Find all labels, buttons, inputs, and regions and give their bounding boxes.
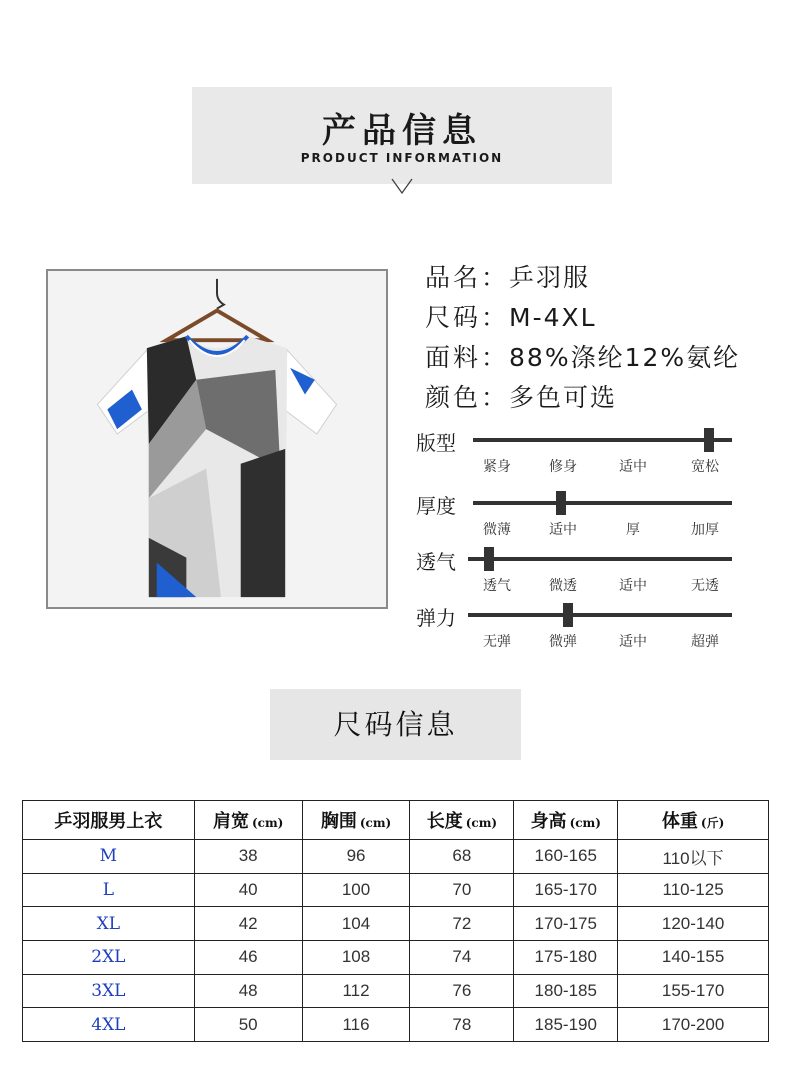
table-cell: 185-190 xyxy=(514,1008,618,1042)
slider-label-elasticity: 弹力 xyxy=(416,606,456,630)
table-cell: 112 xyxy=(302,974,410,1008)
chevron-down-icon xyxy=(391,178,413,194)
table-row xyxy=(23,873,769,907)
slider-tick-label: 适中 xyxy=(549,522,577,538)
table-cell: 46 xyxy=(194,941,302,975)
slider-tick-label: 微弹 xyxy=(549,634,577,650)
table-row xyxy=(23,974,769,1008)
size-label-cell: 3XL xyxy=(23,974,195,1008)
column-header xyxy=(302,801,410,840)
table-cell: 165-170 xyxy=(514,873,618,907)
slider-track-elasticity xyxy=(468,613,732,617)
size-label-cell: L xyxy=(23,873,195,907)
table-cell: 155-170 xyxy=(618,974,769,1008)
page-title: 产品信息 xyxy=(322,111,482,151)
slider-label-breathability: 透气 xyxy=(416,550,456,574)
slider-knob-thickness xyxy=(556,491,566,515)
slider-tick-label: 无弹 xyxy=(483,634,511,650)
size-label-cell: XL xyxy=(23,907,195,941)
product-size-key: 尺码： xyxy=(425,303,510,332)
slider-tick-label: 适中 xyxy=(619,634,647,650)
slider-tick-label: 微薄 xyxy=(483,522,511,538)
table-row xyxy=(23,840,769,874)
slider-knob-fit xyxy=(704,428,714,452)
slider-tick-label: 超弹 xyxy=(691,634,719,650)
product-fabric-line xyxy=(425,338,740,374)
slider-tick-label: 适中 xyxy=(619,578,647,594)
table-cell: 100 xyxy=(302,873,410,907)
table-cell: 74 xyxy=(410,941,514,975)
column-header-label: 肩宽 xyxy=(212,811,249,832)
column-header xyxy=(618,801,769,840)
table-cell: 140-155 xyxy=(618,941,769,975)
table-cell: 110以下 xyxy=(618,840,769,874)
slider-knob-breathability xyxy=(484,547,494,571)
slider-tick-label: 厚 xyxy=(626,522,640,538)
column-header-unit: (cm) xyxy=(251,816,284,830)
slider-tick-label: 宽松 xyxy=(691,459,719,475)
table-cell: 76 xyxy=(410,974,514,1008)
table-header-row xyxy=(23,801,769,840)
product-fabric-value: 88%涤纶12%氨纶 xyxy=(509,343,741,372)
table-cell: 70 xyxy=(410,873,514,907)
column-header xyxy=(410,801,514,840)
size-label-cell: 4XL xyxy=(23,1008,195,1042)
table-cell: 108 xyxy=(302,941,410,975)
table-row xyxy=(23,907,769,941)
table-cell: 78 xyxy=(410,1008,514,1042)
table-cell: 175-180 xyxy=(514,941,618,975)
slider-tick-label: 透气 xyxy=(483,578,511,594)
column-header-unit: (cm) xyxy=(569,816,601,830)
table-cell: 50 xyxy=(194,1008,302,1042)
product-size-line xyxy=(425,298,597,334)
product-name-line xyxy=(425,258,590,294)
table-cell: 96 xyxy=(302,840,410,874)
slider-tick-label: 适中 xyxy=(619,459,647,475)
size-label-cell: M xyxy=(23,840,195,874)
slider-track-breathability xyxy=(468,557,732,561)
page-subtitle: PRODUCT INFORMATION xyxy=(300,151,504,165)
table-cell: 116 xyxy=(302,1008,410,1042)
slider-tick-label: 紧身 xyxy=(483,459,511,475)
table-cell: 120-140 xyxy=(618,907,769,941)
table-cell: 38 xyxy=(194,840,302,874)
column-header-label: 体重 xyxy=(661,811,698,832)
column-header-unit: (cm) xyxy=(465,816,498,830)
product-fabric-key: 面料： xyxy=(425,343,510,372)
slider-track-fit xyxy=(473,438,732,442)
column-header-label: 长度 xyxy=(426,811,463,832)
slider-track-thickness xyxy=(473,501,732,505)
table-cell: 48 xyxy=(194,974,302,1008)
slider-tick-label: 无透 xyxy=(691,578,719,594)
column-header-unit: (斤) xyxy=(700,816,725,830)
table-cell: 42 xyxy=(194,907,302,941)
size-section-title: 尺码信息 xyxy=(270,689,521,760)
column-header-label: 乒羽服男上衣 xyxy=(54,811,163,832)
size-label-cell: 2XL xyxy=(23,941,195,975)
table-cell: 104 xyxy=(302,907,410,941)
product-color-line xyxy=(425,378,617,414)
column-header xyxy=(23,801,195,840)
header-banner xyxy=(192,87,612,184)
table-cell: 110-125 xyxy=(618,873,769,907)
slider-tick-label: 微透 xyxy=(549,578,577,594)
table-row xyxy=(23,941,769,975)
product-color-key: 颜色： xyxy=(425,383,510,412)
product-photo xyxy=(46,269,388,609)
column-header xyxy=(514,801,618,840)
table-cell: 160-165 xyxy=(514,840,618,874)
table-cell: 72 xyxy=(410,907,514,941)
table-cell: 68 xyxy=(410,840,514,874)
column-header-label: 身高 xyxy=(530,811,567,832)
table-cell: 170-200 xyxy=(618,1008,769,1042)
slider-label-thickness: 厚度 xyxy=(416,494,456,518)
slider-tick-label: 加厚 xyxy=(691,522,719,538)
size-table xyxy=(22,800,769,1042)
product-size-value: M-4XL xyxy=(509,303,597,332)
slider-knob-elasticity xyxy=(563,603,573,627)
table-cell: 170-175 xyxy=(514,907,618,941)
product-name-value: 乒羽服 xyxy=(509,263,591,292)
table-row xyxy=(23,1008,769,1042)
product-color-value: 多色可选 xyxy=(509,383,618,412)
slider-tick-label: 修身 xyxy=(549,459,577,475)
product-name-key: 品名： xyxy=(425,263,510,292)
column-header-unit: (cm) xyxy=(359,816,392,830)
column-header-label: 胸围 xyxy=(320,811,357,832)
slider-label-fit: 版型 xyxy=(416,431,456,455)
jersey-image xyxy=(48,271,386,607)
table-cell: 180-185 xyxy=(514,974,618,1008)
table-cell: 40 xyxy=(194,873,302,907)
column-header xyxy=(194,801,302,840)
